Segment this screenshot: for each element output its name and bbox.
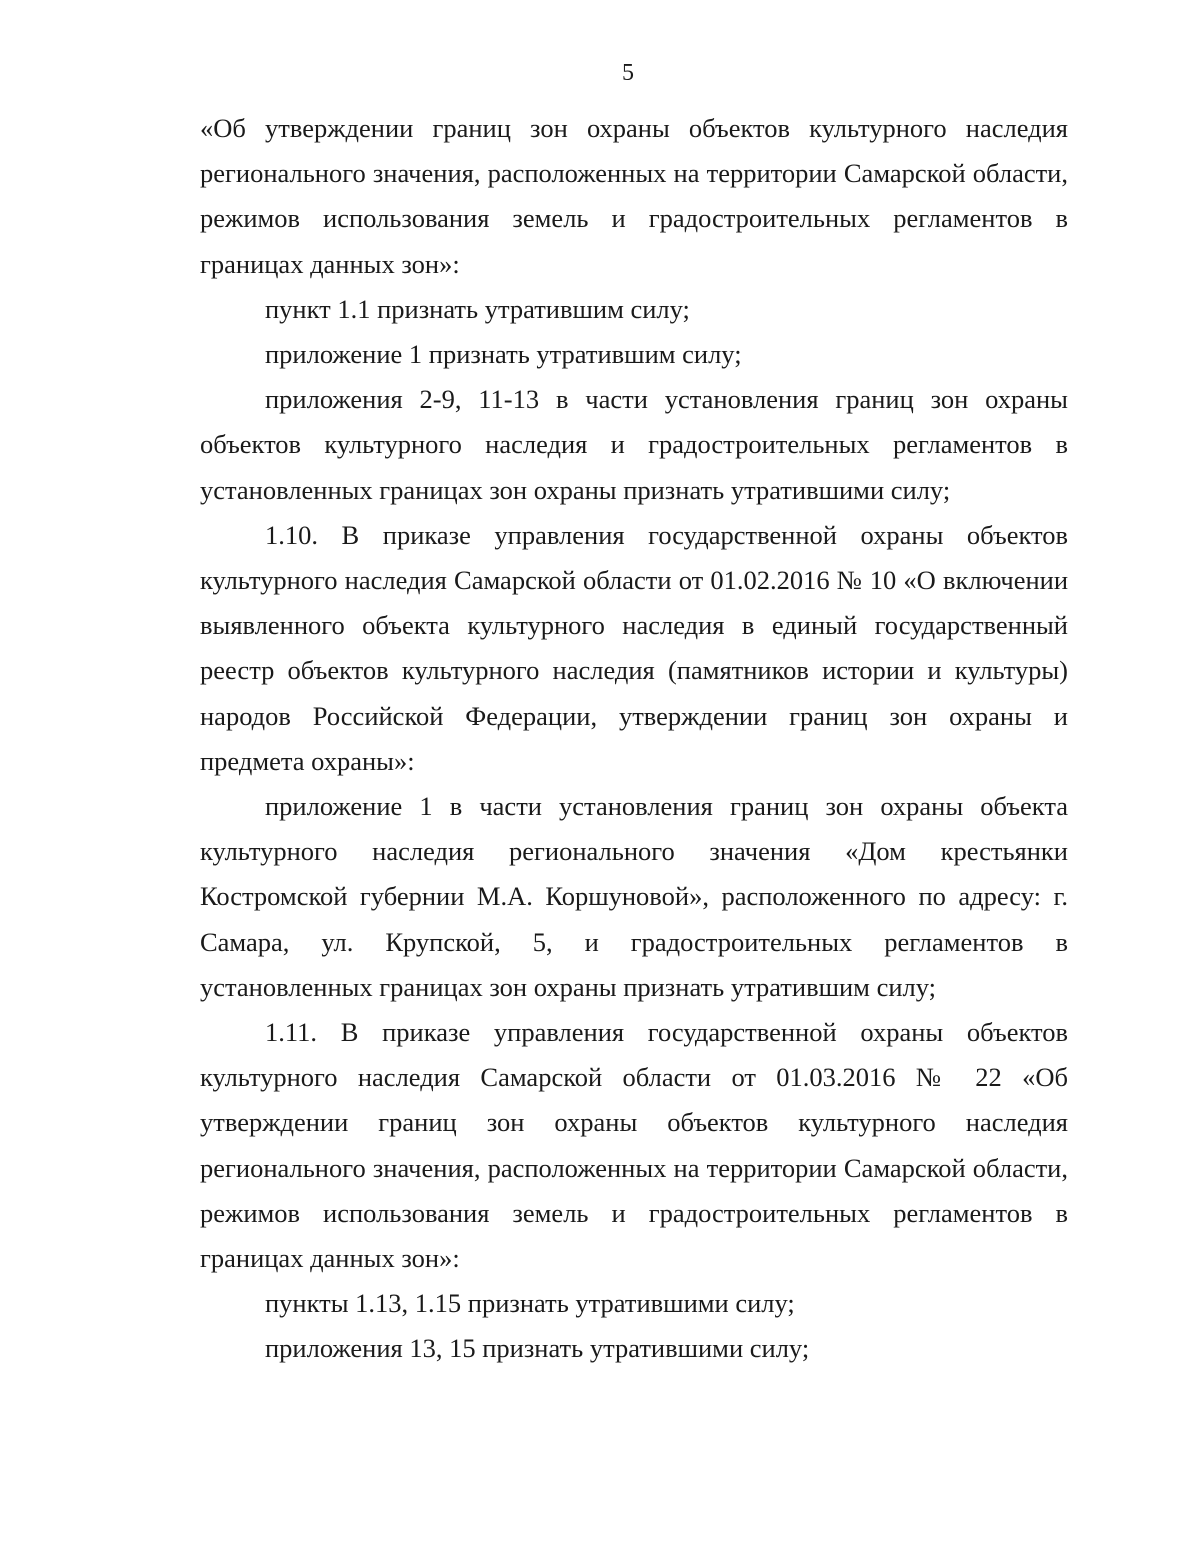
paragraph-decree-title-continued: «Об утверждении границ зон охраны объектов культурного наследия регионального значения, расположенных на территории Самарской области, режимов использования земель и градостроительных регламентов в границах данных зон»: xyxy=(200,113,1068,279)
page-number: 5 xyxy=(622,60,634,86)
paragraph-items-1-13-1-15: пункты 1.13, 1.15 признать утратившими силу; xyxy=(265,1288,795,1319)
paragraph-appendices-13-15: приложения 13, 15 признать утратившими силу; xyxy=(265,1333,810,1364)
paragraph-item-1-1: пункт 1.1 признать утратившим силу; xyxy=(265,293,690,324)
paragraph-section-1-10: 1.10. В приказе управления государственной охраны объектов культурного наследия Самарской области от 01.02.2016 № 10 «О включении выявленного объекта культурного наследия в единый государственный реестр объектов культурного наследия (памятников истории и культуры) народов Российской Федерации, утверждении границ зон охраны и предмета охраны»: xyxy=(200,519,1068,776)
paragraph-appendix-1-korshunova-house: приложение 1 в части установления границ зон охраны объекта культурного наследия регионального значения «Дом крестьянки Костромской губернии М.А. Коршуновой», расположенного по адресу: г. Самара, ул. Крупской, 5, и градостроительных регламентов в установленных границах зон охраны признать утратившим силу; xyxy=(200,791,1068,1002)
paragraph-section-1-11: 1.11. В приказе управления государственной охраны объектов культурного наследия Самарской области от 01.03.2016 № 22 «Об утверждении границ зон охраны объектов культурного наследия регионального значения, расположенных на территории Самарской области, режимов использования земель и градостроительных регламентов в границах данных зон»: xyxy=(200,1017,1068,1274)
paragraph-appendix-1: приложение 1 признать утратившим силу; xyxy=(265,339,742,370)
document-body xyxy=(200,106,1068,1372)
paragraph-appendices-2-9-11-13: приложения 2-9, 11-13 в части установления границ зон охраны объектов культурного наследия и градостроительных регламентов в установленных границах зон охраны признать утратившими силу; xyxy=(200,384,1068,505)
